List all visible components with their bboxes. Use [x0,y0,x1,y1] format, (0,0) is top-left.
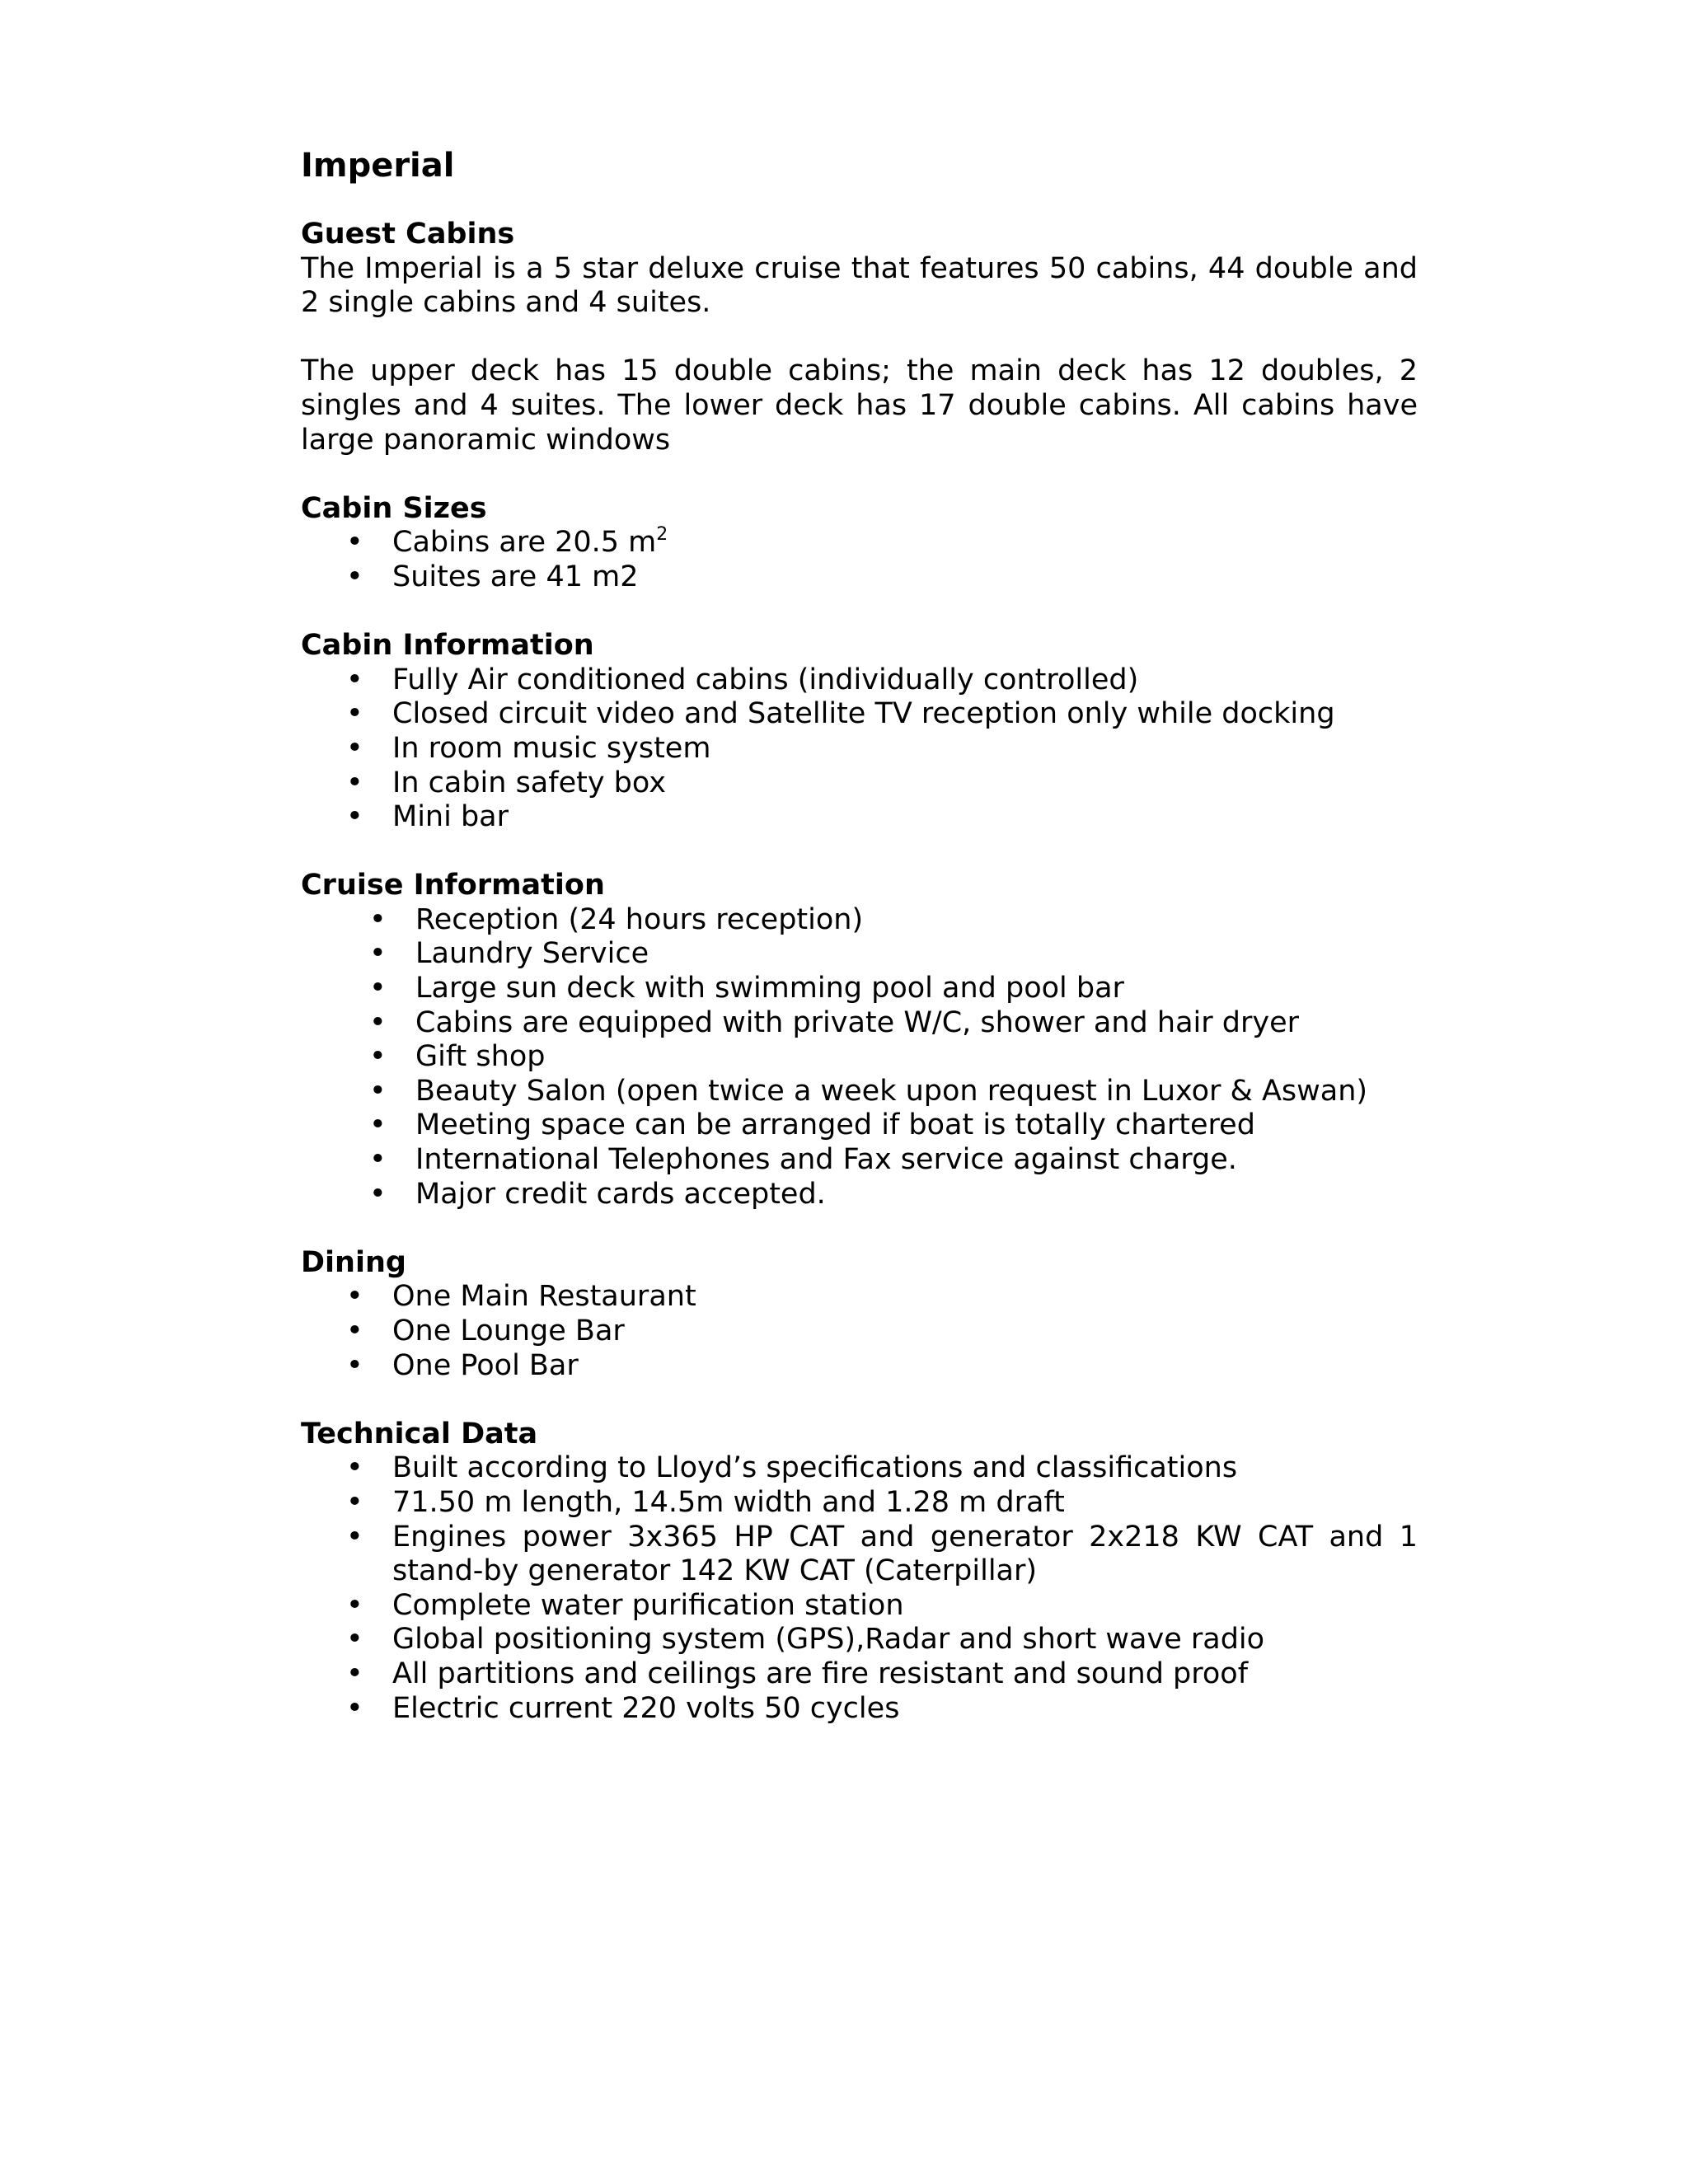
list-item-text: Beauty Salon (open twice a week upon request in Luxor & Aswan) [415,1074,1368,1108]
list-item-text: One Main Restaurant [392,1280,696,1314]
cabin-information-section [301,629,1418,835]
cabin-size-text: Cabins are 20.5 m [392,526,657,560]
guest-cabins-section [301,218,1418,457]
bullet-icon: • [346,1520,363,1554]
list-item-text: All partitions and ceilings are fire resistant and sound proof [392,1657,1249,1690]
list-item-text: Built according to Lloyd’s specifications and classifications [392,1451,1238,1485]
list-item-text: Closed circuit video and Satellite TV reception only while docking [392,697,1335,731]
list-item-text: Cabins are equipped with private W/C, shower and hair dryer [415,1005,1299,1039]
list-item [301,1657,1418,1692]
list-item [301,1143,1418,1178]
cruise-information-list [301,903,1418,1212]
list-item [301,1108,1418,1143]
bullet-icon: • [369,1074,387,1108]
technical-data-heading: Technical Data [301,1417,538,1451]
bullet-icon: • [346,1315,363,1347]
document-title: Imperial [301,147,455,185]
list-item-text: Laundry Service [415,937,649,971]
superscript: 2 [656,523,668,545]
list-item-text: Reception (24 hours reception) [415,902,864,936]
bullet-icon: • [346,1657,363,1690]
dining-section [301,1246,1418,1383]
list-item [301,903,1418,938]
bullet-icon: • [346,526,363,560]
list-item-text: In cabin safety box [392,766,666,799]
list-item [301,972,1418,1006]
list-item-text: Gift shop [415,1040,546,1074]
list-item [301,1589,1418,1624]
list-item [301,1451,1418,1486]
list-item-text: Complete water purification station [392,1588,904,1622]
cabin-sizes-list [301,523,1418,594]
cabin-information-list [301,663,1418,835]
bullet-icon: • [346,1451,363,1485]
list-item [301,560,1418,595]
list-item [301,1280,1418,1315]
bullet-icon: • [369,902,387,936]
list-item [301,1315,1418,1349]
bullet-icon: • [346,1691,363,1725]
list-item-text: One Pool Bar [392,1348,579,1382]
bullet-icon: • [369,1143,387,1177]
list-item [301,1006,1418,1041]
guest-cabins-paragraph-1: The Imperial is a 5 star deluxe cruise that features 50 cabins, 44 double and 2 single cabins and 4 suites. [301,251,1418,320]
list-item-text: Meeting space can be arranged if boat is totally chartered [415,1108,1255,1142]
technical-data-section [301,1418,1418,1726]
bullet-icon: • [346,766,363,799]
list-item [301,697,1418,732]
list-item [301,1692,1418,1727]
bullet-icon: • [346,800,363,834]
list-item-text: Mini bar [392,800,509,834]
list-item-text: One Lounge Bar [392,1315,625,1347]
bullet-icon: • [346,1588,363,1622]
list-item [301,1349,1418,1384]
list-item [301,1486,1418,1521]
bullet-icon: • [369,972,387,1005]
list-item-text: Global positioning system (GPS),Radar and short wave radio [392,1623,1265,1657]
guest-cabins-heading: Guest Cabins [301,218,515,251]
list-item [301,1178,1418,1212]
guest-cabins-paragraph-2: The upper deck has 15 double cabins; the main deck has 12 doubles, 2 singles and 4 suites. The lower deck has 17 double cabins. All cabins have large panoramic windows [301,354,1418,457]
dining-heading: Dining [301,1245,406,1279]
list-item-text: Major credit cards accepted. [415,1177,826,1211]
technical-data-list [301,1451,1418,1726]
suite-size-text: Suites are 41 m2 [392,560,639,593]
bullet-icon: • [346,1623,363,1657]
dining-list [301,1280,1418,1383]
list-item-text: Electric current 220 volts 50 cycles [392,1691,900,1725]
bullet-icon: • [346,1348,363,1382]
list-item-text: Fully Air conditioned cabins (individually controlled) [392,663,1139,696]
list-item [301,1075,1418,1109]
cabin-sizes-heading: Cabin Sizes [301,491,487,525]
list-item-text: In room music system [392,731,711,765]
bullet-icon: • [369,1005,387,1039]
bullet-icon: • [369,1177,387,1211]
list-item-text: Large sun deck with swimming pool and pool bar [415,972,1124,1005]
bullet-icon: • [346,560,363,593]
list-item-text: Engines power 3x365 HP CAT and generator 2x218 KW CAT and 1 stand-by generator 142 KW CAT (Caterpillar) [392,1520,1418,1588]
list-item [301,1040,1418,1075]
list-item [301,766,1418,801]
document-page [301,145,1418,1726]
list-item [301,800,1418,835]
list-item [301,1623,1418,1657]
cruise-information-heading: Cruise Information [301,869,605,902]
bullet-icon: • [346,731,363,765]
bullet-icon: • [346,663,363,696]
bullet-icon: • [346,697,363,731]
list-item [301,663,1418,698]
bullet-icon: • [346,1485,363,1519]
cabin-information-heading: Cabin Information [301,629,594,663]
cabin-sizes-section [301,492,1418,595]
list-item [301,732,1418,766]
bullet-icon: • [346,1280,363,1314]
cruise-information-section [301,869,1418,1212]
list-item [301,523,1418,560]
bullet-icon: • [369,937,387,971]
bullet-icon: • [369,1108,387,1142]
list-item-text: 71.50 m length, 14.5m width and 1.28 m draft [392,1485,1065,1519]
list-item [301,937,1418,972]
bullet-icon: • [369,1040,387,1074]
list-item-text: International Telephones and Fax service against charge. [415,1143,1237,1177]
list-item [301,1521,1418,1589]
